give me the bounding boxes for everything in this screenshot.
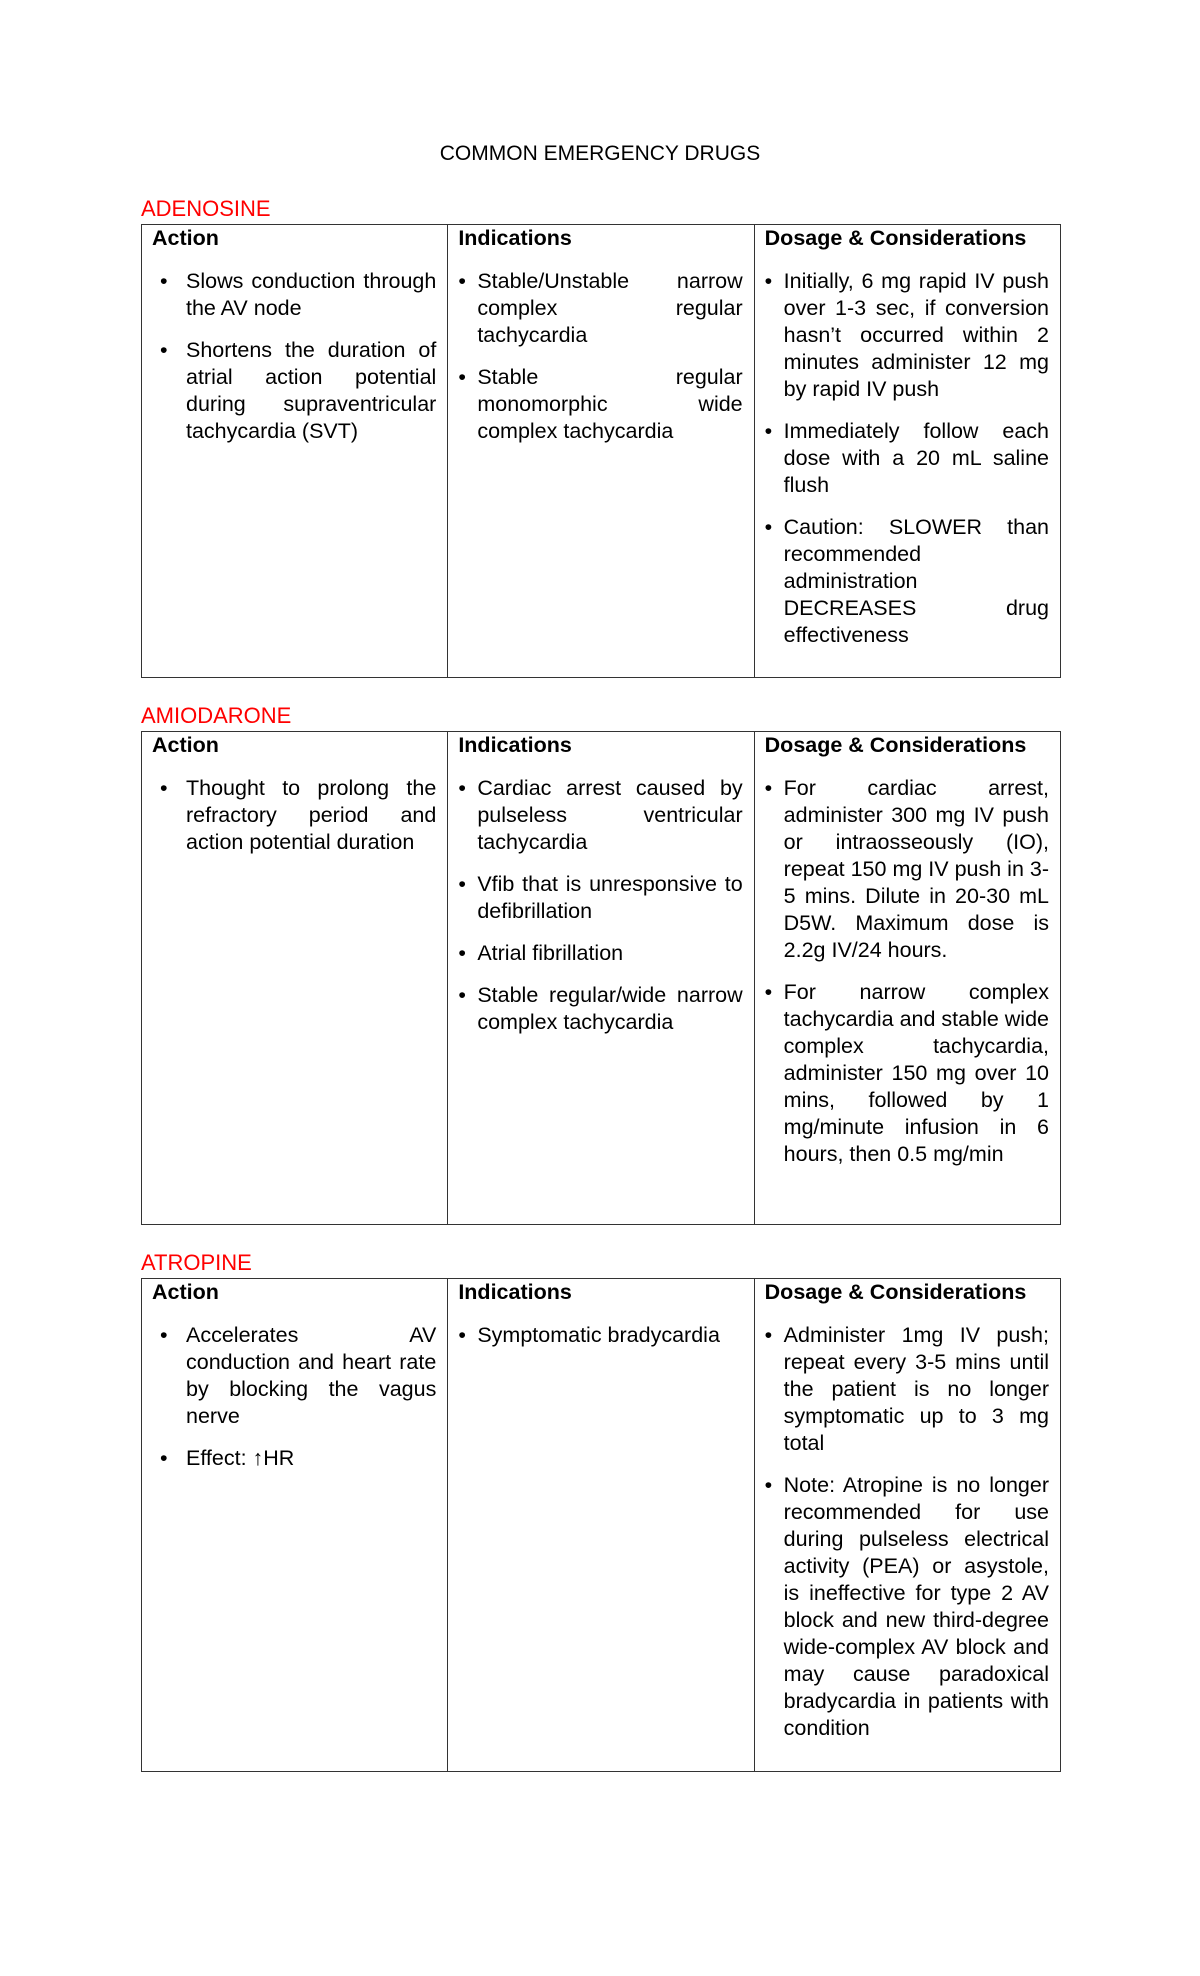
- dosage-list: [765, 775, 1049, 1168]
- dosage-list: [765, 268, 1049, 649]
- action-list: [152, 775, 436, 856]
- indications-cell: [448, 1279, 754, 1772]
- list-item: • Initially, 6 mg rapid IV push over 1-3 sec, if conversion hasn’t occurred within 2 minutes administer 12 mg by rapid IV push: [765, 268, 1049, 403]
- list-item: • Symptomatic bradycardia: [458, 1322, 742, 1349]
- list-item: • Vfib that is unresponsive to defibrillation: [458, 871, 742, 925]
- action-list: [152, 268, 436, 445]
- dosage-header: Dosage & Considerations: [764, 1280, 1027, 1304]
- list-item: • Atrial fibrillation: [458, 940, 742, 967]
- action-cell: [142, 1279, 448, 1772]
- list-item: • For cardiac arrest, administer 300 mg IV push or intraosseously (IO), repeat 150 mg IV push in 3-5 mins. Dilute in 20-30 mL D5W. Maximum dose is 2.2g IV/24 hours.: [765, 775, 1049, 964]
- drug-name-heading: ADENOSINE: [141, 196, 271, 221]
- list-item: • Stable regular/wide narrow complex tachycardia: [458, 982, 742, 1036]
- action-list: [152, 1322, 436, 1472]
- list-item: • Cardiac arrest caused by pulseless ventricular tachycardia: [458, 775, 742, 856]
- list-item: • Slows conduction through the AV node: [152, 268, 436, 322]
- list-item: • For narrow complex tachycardia and stable wide complex tachycardia, administer 150 mg over 10 mins, followed by 1 mg/minute infusion in 6 hours, then 0.5 mg/min: [765, 979, 1049, 1168]
- indications-list: [458, 268, 742, 445]
- list-item: • Note: Atropine is no longer recommended for use during pulseless electrical activity (PEA) or asystole, is ineffective for type 2 AV block and new third-degree wide-complex AV block and may cause paradoxical bradycardia in patients with condition: [765, 1472, 1049, 1742]
- drug-name-heading: ATROPINE: [141, 1250, 252, 1275]
- page-title: COMMON EMERGENCY DRUGS: [439, 142, 761, 165]
- indications-cell: [448, 732, 754, 1225]
- drug-table: [141, 731, 1061, 1225]
- action-cell: [142, 732, 448, 1225]
- dosage-cell: [754, 1279, 1060, 1772]
- dosage-cell: [754, 225, 1060, 678]
- list-item: • Thought to prolong the refractory period and action potential duration: [152, 775, 436, 856]
- indications-header: Indications: [458, 226, 572, 250]
- list-item: • Shortens the duration of atrial action potential during supraventricular tachycardia (SVT): [152, 337, 436, 445]
- indications-list: [458, 1322, 742, 1349]
- list-item: • Stable regular monomorphic wide complex tachycardia: [458, 364, 742, 445]
- dosage-header: Dosage & Considerations: [764, 226, 1027, 250]
- dosage-header: Dosage & Considerations: [764, 733, 1027, 757]
- indications-header: Indications: [458, 1280, 572, 1304]
- action-cell: [142, 225, 448, 678]
- list-item: • Administer 1mg IV push; repeat every 3-5 mins until the patient is no longer symptomatic up to 3 mg total: [765, 1322, 1049, 1457]
- dosage-cell: [754, 732, 1060, 1225]
- drug-table: [141, 1278, 1061, 1772]
- drug-name-heading: AMIODARONE: [141, 703, 292, 728]
- list-item: • Accelerates AV conduction and heart rate by blocking the vagus nerve: [152, 1322, 436, 1430]
- dosage-list: [765, 1322, 1049, 1742]
- drug-table: [141, 224, 1061, 678]
- action-header: Action: [152, 1280, 219, 1304]
- indications-header: Indications: [458, 733, 572, 757]
- list-item: • Stable/Unstable narrow complex regular tachycardia: [458, 268, 742, 349]
- list-item: • Caution: SLOWER than recommended administration DECREASES drug effectiveness: [765, 514, 1049, 649]
- list-item: • Effect: ↑HR: [152, 1445, 436, 1472]
- action-header: Action: [152, 226, 219, 250]
- action-header: Action: [152, 733, 219, 757]
- list-item: • Immediately follow each dose with a 20 mL saline flush: [765, 418, 1049, 499]
- indications-cell: [448, 225, 754, 678]
- indications-list: [458, 775, 742, 1036]
